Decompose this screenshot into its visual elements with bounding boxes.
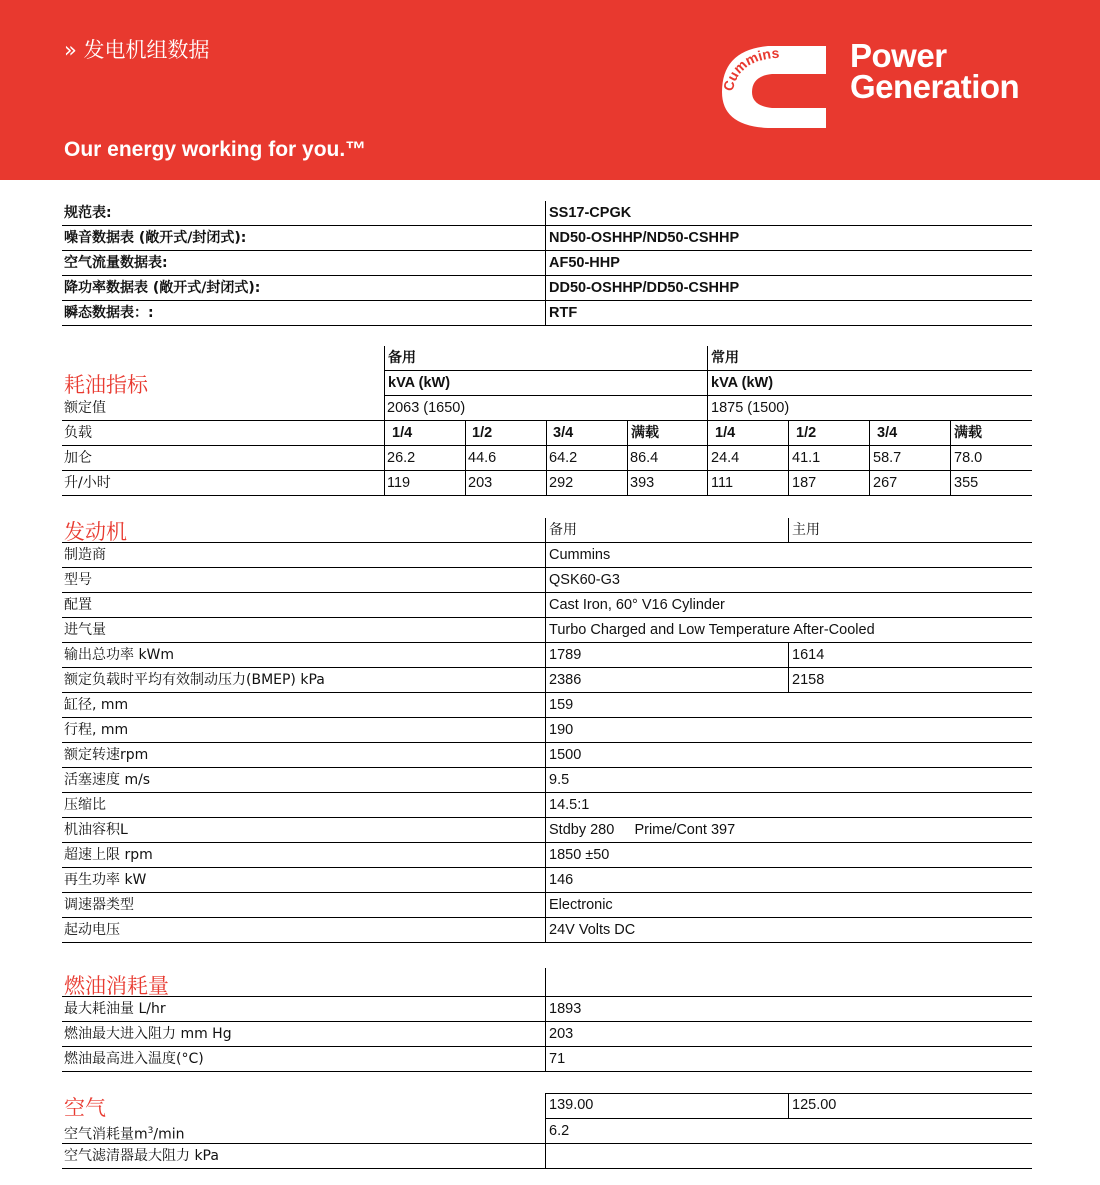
engine-row: 制造商 Cummins xyxy=(62,543,1032,568)
cummins-logo xyxy=(718,40,830,132)
page-title: » 发电机组数据 xyxy=(64,38,210,62)
engine-row: 额定转速rpm 1500 xyxy=(62,743,1032,768)
section-title: 耗油指标 xyxy=(64,373,148,397)
engine-row: 行程, mm 190 xyxy=(62,718,1032,743)
fuel-header-row: 备用 常用 xyxy=(384,346,1032,371)
fuelcons-row: 燃油最高进入温度(°C) 71 xyxy=(62,1047,1032,1072)
engine-row: 缸径, mm 159 xyxy=(62,693,1032,718)
engine-row: 活塞速度 m/s 9.5 xyxy=(62,768,1032,793)
fuel-lph-row: 升/小时 119 203 292 393 111 187 267 355 xyxy=(62,471,1032,496)
fuel-gal-row: 加仑 26.2 44.6 64.2 86.4 24.4 41.1 58.7 78.0 xyxy=(62,446,1032,471)
engine-row: 压缩比 14.5:1 xyxy=(62,793,1032,818)
section-title: 发动机 xyxy=(64,520,127,544)
engine-row: 起动电压 24V Volts DC xyxy=(62,918,1032,943)
air-row: 空气消耗量$m^3/\min$ 6.2 xyxy=(62,1119,1032,1144)
section-title: 空气 xyxy=(64,1096,106,1120)
spec-row: 噪音数据表 (敞开式/封闭式): ND50-OSHHP/ND50-CSHHP xyxy=(62,226,1032,251)
svg-text:Cummins: Cummins xyxy=(719,44,780,93)
spec-row: 规范表: SS17-CPGK xyxy=(62,201,1032,226)
spec-row: 瞬态数据表：: RTF xyxy=(62,301,1032,326)
engine-row: 配置 Cast Iron, 60° V16 Cylinder xyxy=(62,593,1032,618)
fuelcons-row: 燃油最大进入阻力 mm Hg 203 xyxy=(62,1022,1032,1047)
engine-header-row: 备用 主用 xyxy=(62,518,1032,543)
fuel-unit-row: kVA (kW) kVA (kW) xyxy=(384,371,1032,396)
engine-row: 调速器类型 Electronic xyxy=(62,893,1032,918)
engine-row: 输出总功率 kWm 1789 1614 xyxy=(62,643,1032,668)
engine-row: 超速上限 rpm 1850 ±50 xyxy=(62,843,1032,868)
fuelcons-top-line xyxy=(62,972,1032,997)
engine-row: 进气量 Turbo Charged and Low Temperature After-Cooled xyxy=(62,618,1032,643)
fuel-load-row: 负载 1/4 1/2 3/4 满载 1/4 1/2 3/4 满载 xyxy=(62,421,1032,446)
section-title: 燃油消耗量 xyxy=(64,974,169,998)
header-banner xyxy=(0,0,1100,180)
brand-name: Power Generation xyxy=(850,37,1020,105)
engine-row: 型号 QSK60-G3 xyxy=(62,568,1032,593)
air-consumption-label: 空气消耗量$m^3/\min$ xyxy=(64,1126,185,1143)
engine-row: 额定负载时平均有效制动压力(BMEP) kPa 2386 2158 xyxy=(62,668,1032,693)
fuelcons-row: 最大耗油量 L/hr 1893 xyxy=(62,997,1032,1022)
spec-row: 空气流量数据表: AF50-HHP xyxy=(62,251,1032,276)
engine-row: 机油容积L Stdby 280 Prime/Cont 397 xyxy=(62,818,1032,843)
spec-row: 降功率数据表 (敞开式/封闭式): DD50-OSHHP/DD50-CSHHP xyxy=(62,276,1032,301)
slogan: Our energy working for you.™ xyxy=(64,138,367,161)
fuel-rated-row: 额定值 2063 (1650) 1875 (1500) xyxy=(62,396,1032,421)
air-row: 空气滤清器最大阻力 kPa xyxy=(62,1144,1032,1169)
air-top-row: 139.00 125.00 xyxy=(545,1093,1032,1119)
engine-row: 再生功率 kW 146 xyxy=(62,868,1032,893)
